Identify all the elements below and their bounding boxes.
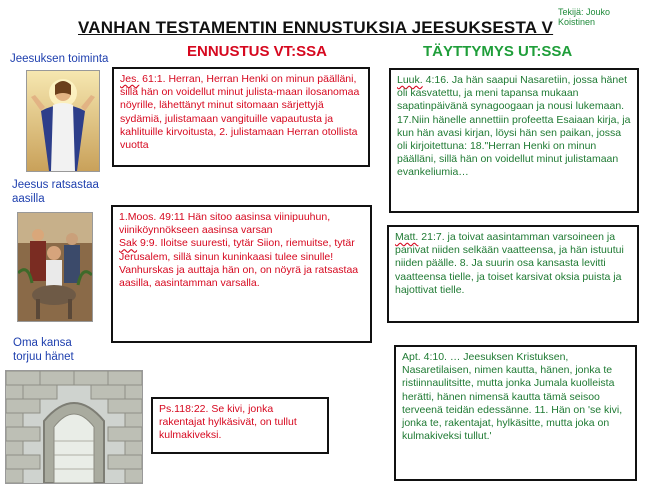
prophecy-ref-2: Sak	[119, 237, 138, 250]
prophecy-box-isaiah	[112, 67, 370, 167]
fulfillment-text: 4:10. … Jeesuksen Kristuksen, Nasaretilaisen, nimen kautta, hänen, jonka te ristiinnaulitsitte, mutta jonka Jumala kuolleista herätti, hänen nimensä kautta tämä seisoo terveenä teidän edessänne. 11. Hän on 'se kivi, jonka te, rakentajat, hylkäsitte, mutta joka on kulmakiveksi tullut.'	[402, 351, 623, 443]
prophecy-text: 61:1. Herran, Herran Henki on minun päälläni, sillä hän on voidellut minut julista-maan ilosanomaa nöyrille, lähettänyt minut sitomaan särjettyjä sydämiä, julistamaan vangituille vapautusta ja kahlituille kirvoitusta, 2. julistamaan Herran otollista vuotta	[120, 73, 360, 152]
prophecy-ref: 1.Moos.	[119, 211, 157, 223]
image-label-rejection: Oma kansa torjuu hänet	[13, 337, 74, 363]
fulfillment-ref: Apt.	[402, 351, 421, 363]
prophecy-ref: Ps.	[159, 403, 175, 415]
fulfillment-text: 4:16. Ja hän saapui Nasaretiin, jossa hänet oli kasvatettu, ja meni tapansa mukaan sapatinpäivänä synagoogaan ja nousi lukemaan. 17.Niin hänelle annettiin profeetta Esaiaan kirja, ja kun hän avasi kirjan, löysi hän sen paikan, jossa oli kirjoitettuna: 18."Herran Henki on minun päälläni, sillä hän on voidellut minut julistamaan evankeliumia…	[397, 74, 631, 179]
prophecy-text: 49:11 Hän sitoo aasinsa viinipuuhun, viiniköynnökseen aasinsa varsan	[119, 211, 331, 237]
fulfillment-box-acts	[394, 345, 637, 481]
image-label-ministry: Jeesuksen toiminta	[10, 53, 109, 65]
fulfillment-column-heading: TÄYTTYMYS UT:SSA	[423, 43, 573, 60]
fulfillment-ref: Luuk.	[397, 74, 423, 86]
stone-wall-image	[5, 370, 143, 484]
prophecy-box-genesis-zechariah	[111, 205, 372, 343]
jesus-ministry-image	[26, 70, 100, 172]
fulfillment-text: 21:7. ja toivat aasintamman varsoineen ja panivat niiden selkään vaatteensa, ja hän istuutui niiden päälle. 8. Ja suurin osa kansasta levitti vaatteensa tielle, ja toiset karsivat oksia puista ja hajottivat tielle.	[395, 231, 624, 296]
author-credit: Tekijä: Jouko Koistinen	[558, 7, 611, 27]
prophecy-ref: Jes.	[120, 73, 140, 85]
fulfillment-box-matthew	[387, 225, 639, 323]
prophecy-text-2: 9:9. Iloitse suuresti, tytär Siion, riemuitse, tytär Jerusalem, sillä sinun kuninkaasi tulee sinulle! Vanhurskas ja auttaja hän on, on nöyrä ja ratsastaa aasilla, aasintamman varsalla.	[119, 237, 359, 290]
image-label-donkey: Jeesus ratsastaa aasilla	[12, 179, 99, 205]
fulfillment-box-luke	[389, 68, 639, 213]
jesus-donkey-image	[17, 212, 93, 322]
prophecy-box-psalm	[151, 397, 329, 454]
prophecy-text: 118:22. Se kivi, jonka rakentajat hylkäsivät, on tullut kulmakiveksi.	[159, 403, 297, 442]
fulfillment-ref: Matt.	[395, 231, 419, 243]
slide-title: VANHAN TESTAMENTIN ENNUSTUKSIA JEESUKSESTA V	[78, 18, 554, 37]
prophecy-column-heading: ENNUSTUS VT:SSA	[187, 43, 328, 60]
